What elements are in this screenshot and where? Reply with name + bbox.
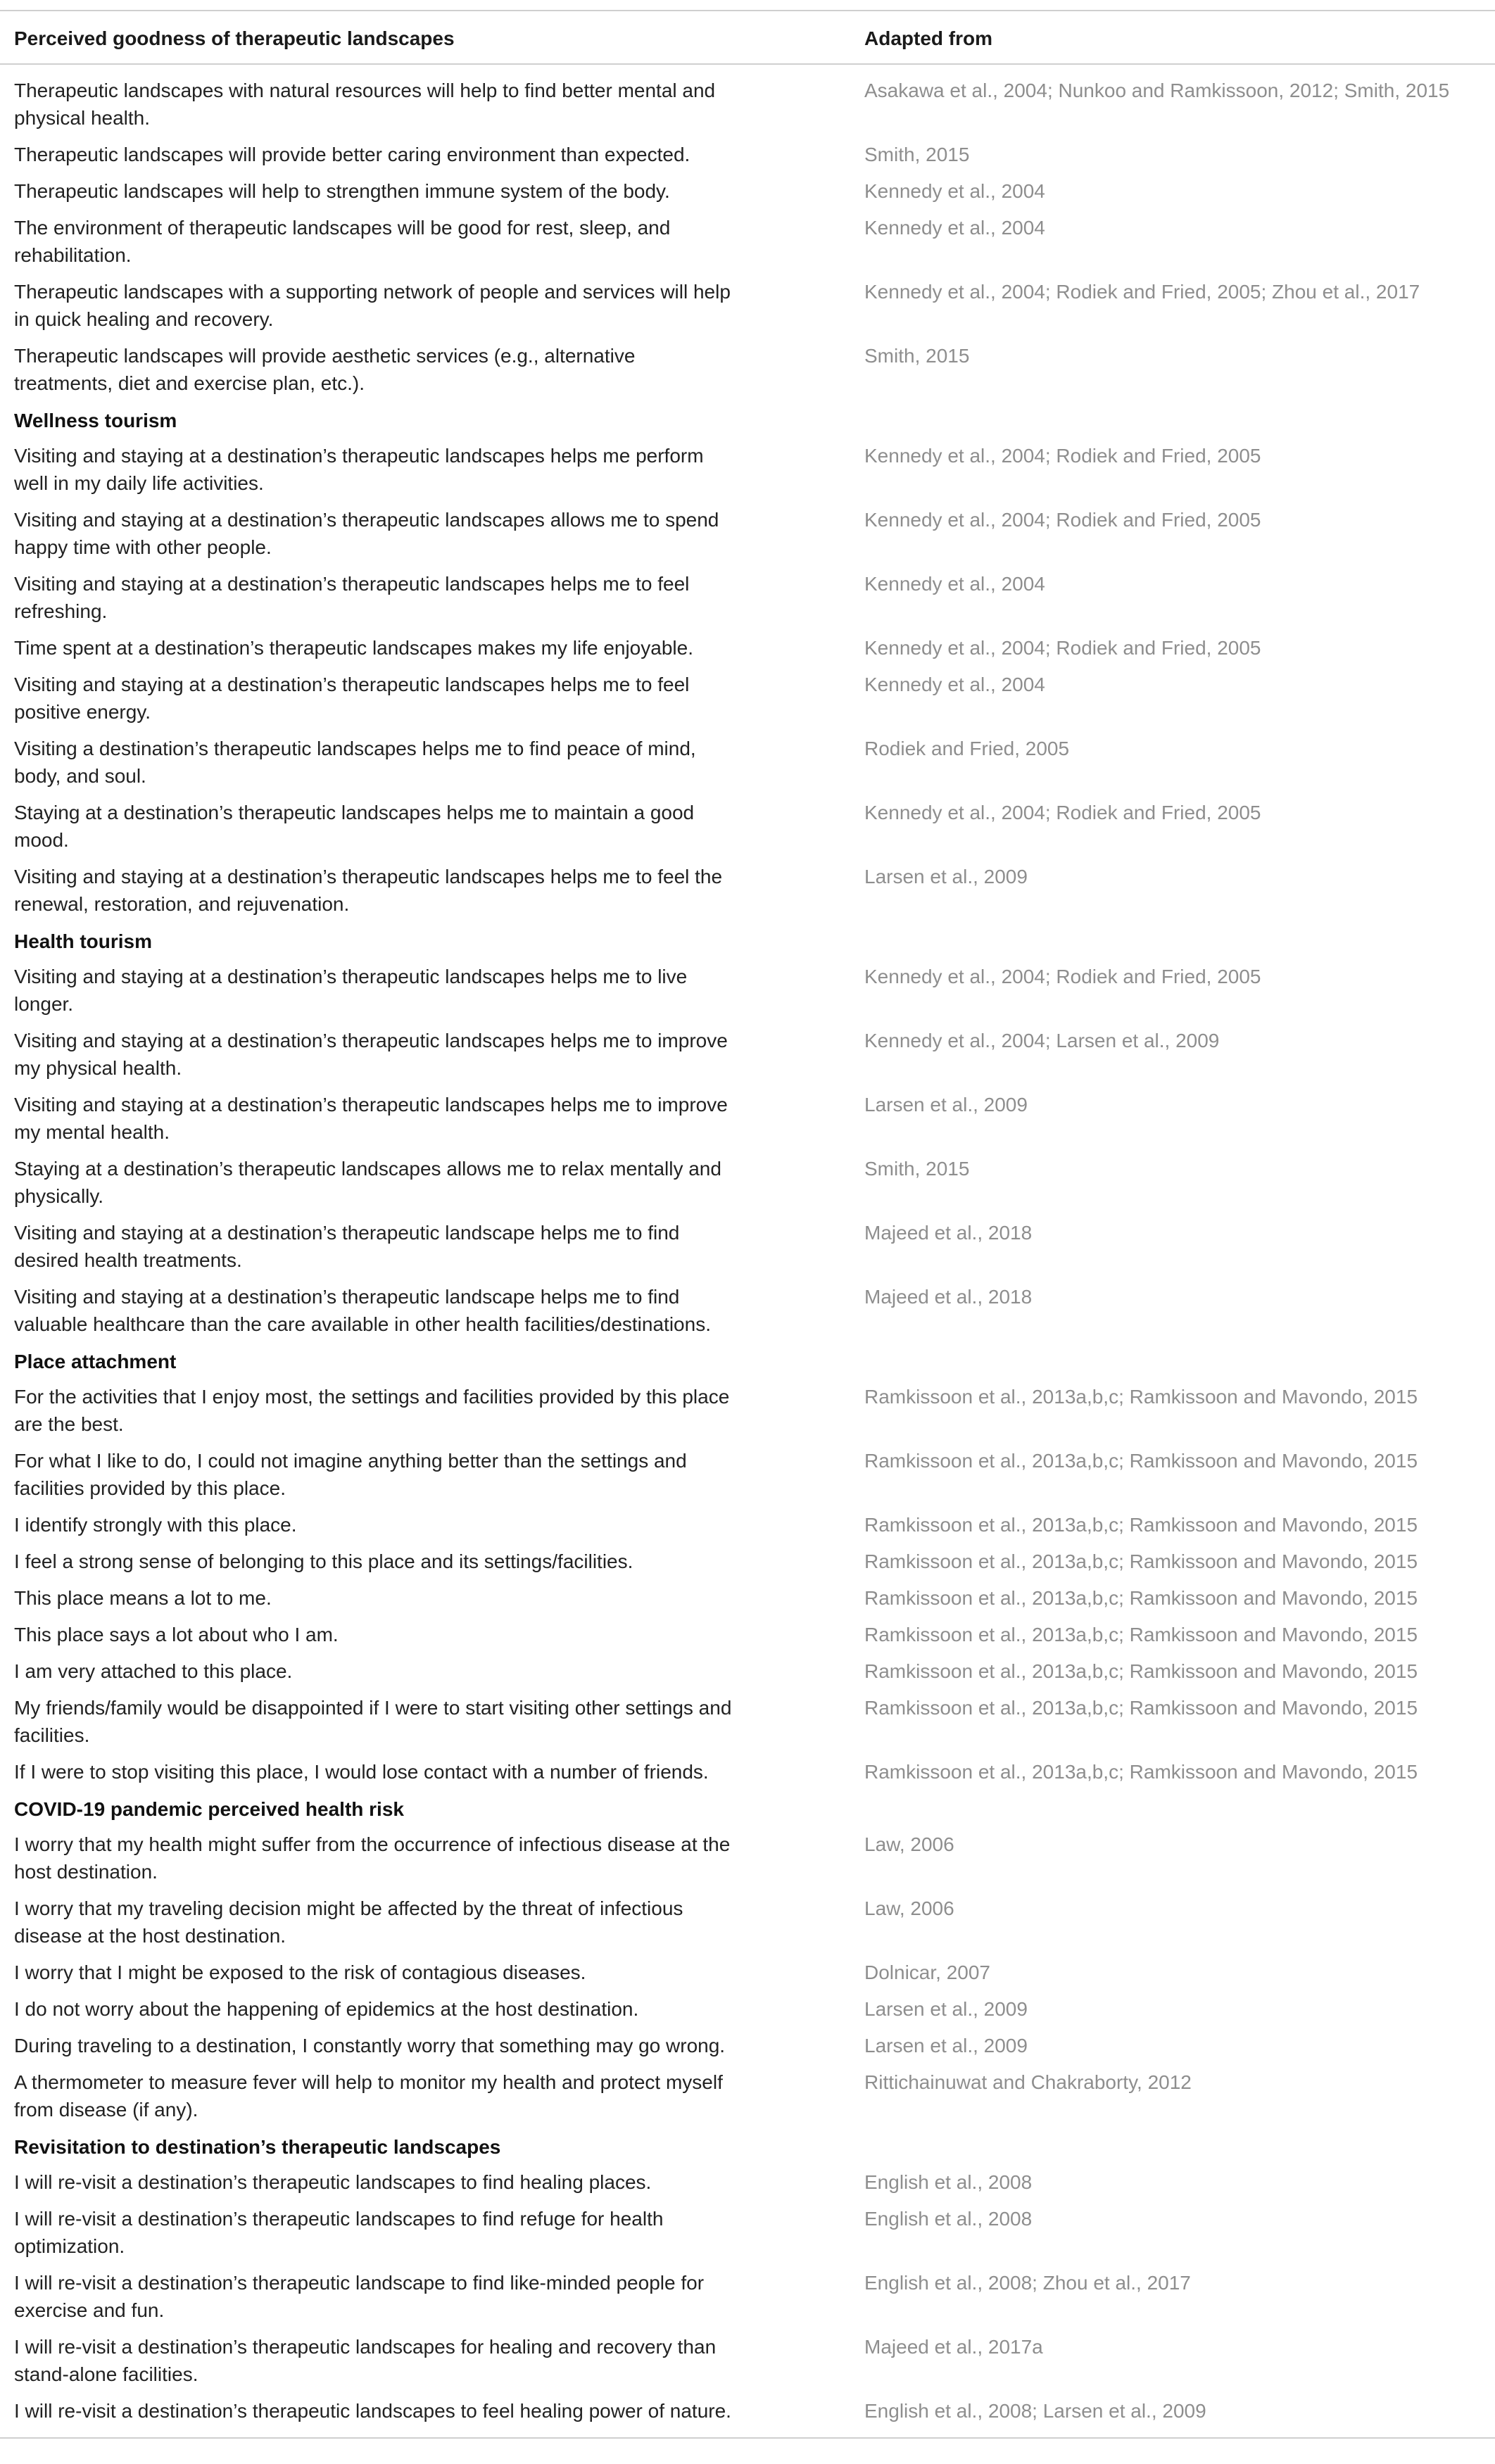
item-source: Kennedy et al., 2004; Rodiek and Fried, 2005 — [864, 509, 1261, 531]
table-row — [0, 174, 1495, 210]
item-source: Smith, 2015 — [864, 144, 970, 165]
item-source: Larsen et al., 2009 — [864, 1998, 1028, 2020]
table-row — [0, 137, 1495, 174]
section-title: Wellness tourism — [14, 410, 177, 431]
table-row — [0, 631, 1495, 667]
table-row — [0, 1891, 1495, 1955]
table-row — [0, 2266, 1495, 2330]
item-statement: This place says a lot about who I am. — [14, 1624, 339, 1645]
item-source: Kennedy et al., 2004 — [864, 573, 1045, 595]
table-row — [0, 1955, 1495, 1992]
item-statement: Staying at a destination’s therapeutic landscapes helps me to maintain a good mood. — [14, 802, 695, 851]
item-statement: Visiting and staying at a destination’s therapeutic landscape helps me to find desired health treatments. — [14, 1222, 680, 1271]
item-source: English et al., 2008 — [864, 2208, 1033, 2230]
item-source: Kennedy et al., 2004; Rodiek and Fried, 2005 — [864, 802, 1261, 823]
item-statement: I will re-visit a destination’s therapeutic landscape to find like-minded people for exercise and fun. — [14, 2272, 705, 2321]
item-source: Kennedy et al., 2004; Larsen et al., 2009 — [864, 1030, 1220, 1051]
item-source: English et al., 2008 — [864, 2171, 1033, 2193]
item-statement: Time spent at a destination’s therapeutic landscapes makes my life enjoyable. — [14, 637, 693, 659]
item-source: Smith, 2015 — [864, 345, 970, 367]
table-row — [0, 2065, 1495, 2129]
table-row — [0, 1280, 1495, 1344]
item-source: Kennedy et al., 2004 — [864, 217, 1045, 239]
item-statement: My friends/family would be disappointed if I were to start visiting other settings and facilities. — [14, 1697, 732, 1746]
table-row — [0, 1992, 1495, 2028]
table-row — [0, 2165, 1495, 2201]
item-source: Ramkissoon et al., 2013a,b,c; Ramkissoon and Mavondo, 2015 — [864, 1624, 1418, 1645]
table-row — [0, 1755, 1495, 1791]
item-source: Rodiek and Fried, 2005 — [864, 738, 1070, 759]
table-row — [0, 339, 1495, 403]
item-statement: Therapeutic landscapes with a supporting network of people and services will help in quick healing and recovery. — [14, 281, 731, 330]
item-source: Law, 2006 — [864, 1897, 954, 1919]
item-statement: During traveling to a destination, I constantly worry that something may go wrong. — [14, 2035, 726, 2057]
measurement-items-table — [0, 10, 1495, 2439]
item-source: Ramkissoon et al., 2013a,b,c; Ramkissoon and Mavondo, 2015 — [864, 1587, 1418, 1609]
table-row — [0, 210, 1495, 274]
table-row — [0, 667, 1495, 731]
section-header-row — [0, 403, 1495, 438]
item-source: Majeed et al., 2018 — [864, 1286, 1033, 1308]
section-header-row — [0, 1791, 1495, 1827]
section-header-row — [0, 923, 1495, 959]
table-row — [0, 503, 1495, 567]
item-statement: Visiting and staying at a destination’s therapeutic landscapes helps me to improve my mental health. — [14, 1094, 728, 1143]
item-statement: I will re-visit a destination’s therapeutic landscapes to find refuge for health optimization. — [14, 2208, 664, 2257]
bottom-rule — [0, 2437, 1495, 2439]
item-source: Smith, 2015 — [864, 1158, 970, 1180]
item-statement: For the activities that I enjoy most, the settings and facilities provided by this place are the best. — [14, 1386, 730, 1435]
item-source: Ramkissoon et al., 2013a,b,c; Ramkissoon and Mavondo, 2015 — [864, 1660, 1418, 1682]
item-source: Ramkissoon et al., 2013a,b,c; Ramkissoon and Mavondo, 2015 — [864, 1550, 1418, 1572]
item-source: Ramkissoon et al., 2013a,b,c; Ramkissoon and Mavondo, 2015 — [864, 1697, 1418, 1719]
item-source: English et al., 2008; Zhou et al., 2017 — [864, 2272, 1191, 2294]
table-row — [0, 274, 1495, 339]
item-statement: Visiting and staying at a destination’s therapeutic landscapes helps me to live longer. — [14, 966, 688, 1015]
item-source: Ramkissoon et al., 2013a,b,c; Ramkissoon and Mavondo, 2015 — [864, 1514, 1418, 1536]
section-title: COVID-19 pandemic perceived health risk — [14, 1798, 404, 1820]
table-row — [0, 1691, 1495, 1755]
table-row — [0, 1443, 1495, 1508]
table-body — [0, 65, 1495, 2430]
item-source: Asakawa et al., 2004; Nunkoo and Ramkissoon, 2012; Smith, 2015 — [864, 80, 1450, 101]
item-statement: Therapeutic landscapes will provide aesthetic services (e.g., alternative treatments, diet and exercise plan, etc.). — [14, 345, 636, 394]
item-source: Kennedy et al., 2004; Rodiek and Fried, 2005 — [864, 637, 1261, 659]
item-statement: Visiting and staying at a destination’s therapeutic landscape helps me to find valuable healthcare than the care available in other health facilities/destinations. — [14, 1286, 711, 1335]
item-source: Kennedy et al., 2004; Rodiek and Fried, 2005 — [864, 966, 1261, 987]
table-row — [0, 567, 1495, 631]
table-row — [0, 1215, 1495, 1280]
item-source: Kennedy et al., 2004 — [864, 180, 1045, 202]
item-statement: I worry that my health might suffer from the occurrence of infectious disease at the host destination. — [14, 1833, 731, 1883]
table-row — [0, 1023, 1495, 1087]
section-header-row — [0, 1344, 1495, 1379]
item-statement: I worry that I might be exposed to the risk of contagious diseases. — [14, 1961, 586, 1983]
item-source: Kennedy et al., 2004; Rodiek and Fried, 2005 — [864, 445, 1261, 467]
item-statement: Visiting and staying at a destination’s therapeutic landscapes helps me to feel positive energy. — [14, 674, 690, 723]
item-source: Ramkissoon et al., 2013a,b,c; Ramkissoon and Mavondo, 2015 — [864, 1761, 1418, 1783]
item-source: Larsen et al., 2009 — [864, 866, 1028, 887]
item-statement: I will re-visit a destination’s therapeutic landscapes for healing and recovery than stand-alone facilities. — [14, 2336, 717, 2385]
table-row — [0, 73, 1495, 137]
section-title: Revisitation to destination’s therapeutic landscapes — [14, 2136, 501, 2158]
item-statement: Visiting and staying at a destination’s therapeutic landscapes helps me to improve my physical health. — [14, 1030, 728, 1079]
item-source: Majeed et al., 2017a — [864, 2336, 1043, 2358]
table-row — [0, 795, 1495, 859]
item-statement: Therapeutic landscapes will provide better caring environment than expected. — [14, 144, 690, 165]
table-row — [0, 1508, 1495, 1544]
item-statement: I will re-visit a destination’s therapeutic landscapes to find healing places. — [14, 2171, 652, 2193]
item-statement: Visiting and staying at a destination’s therapeutic landscapes helps me to feel refreshing. — [14, 573, 690, 622]
table-row — [0, 1617, 1495, 1654]
item-statement: A thermometer to measure fever will help to monitor my health and protect myself from disease (if any). — [14, 2071, 723, 2121]
table-row — [0, 959, 1495, 1023]
item-statement: Visiting and staying at a destination’s therapeutic landscapes helps me to feel the renewal, restoration, and rejuvenation. — [14, 866, 723, 915]
item-statement: Therapeutic landscapes with natural resources will help to find better mental and physical health. — [14, 80, 716, 129]
table-row — [0, 1151, 1495, 1215]
item-statement: For what I like to do, I could not imagine anything better than the settings and facilities provided by this place. — [14, 1450, 687, 1499]
table-row — [0, 2394, 1495, 2430]
table-row — [0, 1827, 1495, 1891]
table-row — [0, 2330, 1495, 2394]
item-source: Majeed et al., 2018 — [864, 1222, 1033, 1244]
item-source: Larsen et al., 2009 — [864, 1094, 1028, 1116]
item-source: Law, 2006 — [864, 1833, 954, 1855]
table-row — [0, 1581, 1495, 1617]
table-row — [0, 1087, 1495, 1151]
item-statement: I feel a strong sense of belonging to this place and its settings/facilities. — [14, 1550, 633, 1572]
item-source: Ramkissoon et al., 2013a,b,c; Ramkissoon and Mavondo, 2015 — [864, 1386, 1418, 1408]
item-source: Kennedy et al., 2004 — [864, 674, 1045, 695]
item-source: Larsen et al., 2009 — [864, 2035, 1028, 2057]
section-title: Health tourism — [14, 930, 153, 952]
table-header — [0, 11, 1495, 65]
item-statement: If I were to stop visiting this place, I would lose contact with a number of friends. — [14, 1761, 709, 1783]
item-statement: Visiting and staying at a destination’s therapeutic landscapes helps me perform well in my daily life activities. — [14, 445, 704, 494]
item-statement: I am very attached to this place. — [14, 1660, 293, 1682]
table-row — [0, 731, 1495, 795]
item-statement: I worry that my traveling decision might be affected by the threat of infectious disease at the host destination. — [14, 1897, 683, 1947]
section-header-row — [0, 2129, 1495, 2165]
item-statement: I will re-visit a destination’s therapeutic landscapes to feel healing power of nature. — [14, 2400, 731, 2422]
table-row — [0, 438, 1495, 503]
item-statement: Visiting a destination’s therapeutic landscapes helps me to find peace of mind, body, and soul. — [14, 738, 696, 787]
item-source: Rittichainuwat and Chakraborty, 2012 — [864, 2071, 1192, 2093]
item-statement: I do not worry about the happening of epidemics at the host destination. — [14, 1998, 639, 2020]
item-statement: This place means a lot to me. — [14, 1587, 272, 1609]
item-source: Kennedy et al., 2004; Rodiek and Fried, 2005; Zhou et al., 2017 — [864, 281, 1420, 303]
table-row — [0, 1544, 1495, 1581]
item-source: Ramkissoon et al., 2013a,b,c; Ramkissoon and Mavondo, 2015 — [864, 1450, 1418, 1472]
header-adapted-from: Adapted from — [864, 27, 992, 49]
item-source: English et al., 2008; Larsen et al., 2009 — [864, 2400, 1206, 2422]
item-statement: Visiting and staying at a destination’s therapeutic landscapes allows me to spend happy time with other people. — [14, 509, 719, 558]
item-statement: I identify strongly with this place. — [14, 1514, 297, 1536]
table-row — [0, 859, 1495, 923]
table-row — [0, 1654, 1495, 1691]
table-row — [0, 2028, 1495, 2065]
table-row — [0, 2201, 1495, 2266]
table-row — [0, 1379, 1495, 1443]
section-title: Place attachment — [14, 1351, 177, 1372]
item-statement: The environment of therapeutic landscapes will be good for rest, sleep, and rehabilitation. — [14, 217, 671, 266]
item-source: Dolnicar, 2007 — [864, 1961, 991, 1983]
item-statement: Staying at a destination’s therapeutic landscapes allows me to relax mentally and physically. — [14, 1158, 721, 1207]
item-statement: Therapeutic landscapes will help to strengthen immune system of the body. — [14, 180, 670, 202]
header-construct: Perceived goodness of therapeutic landscapes — [14, 27, 455, 49]
